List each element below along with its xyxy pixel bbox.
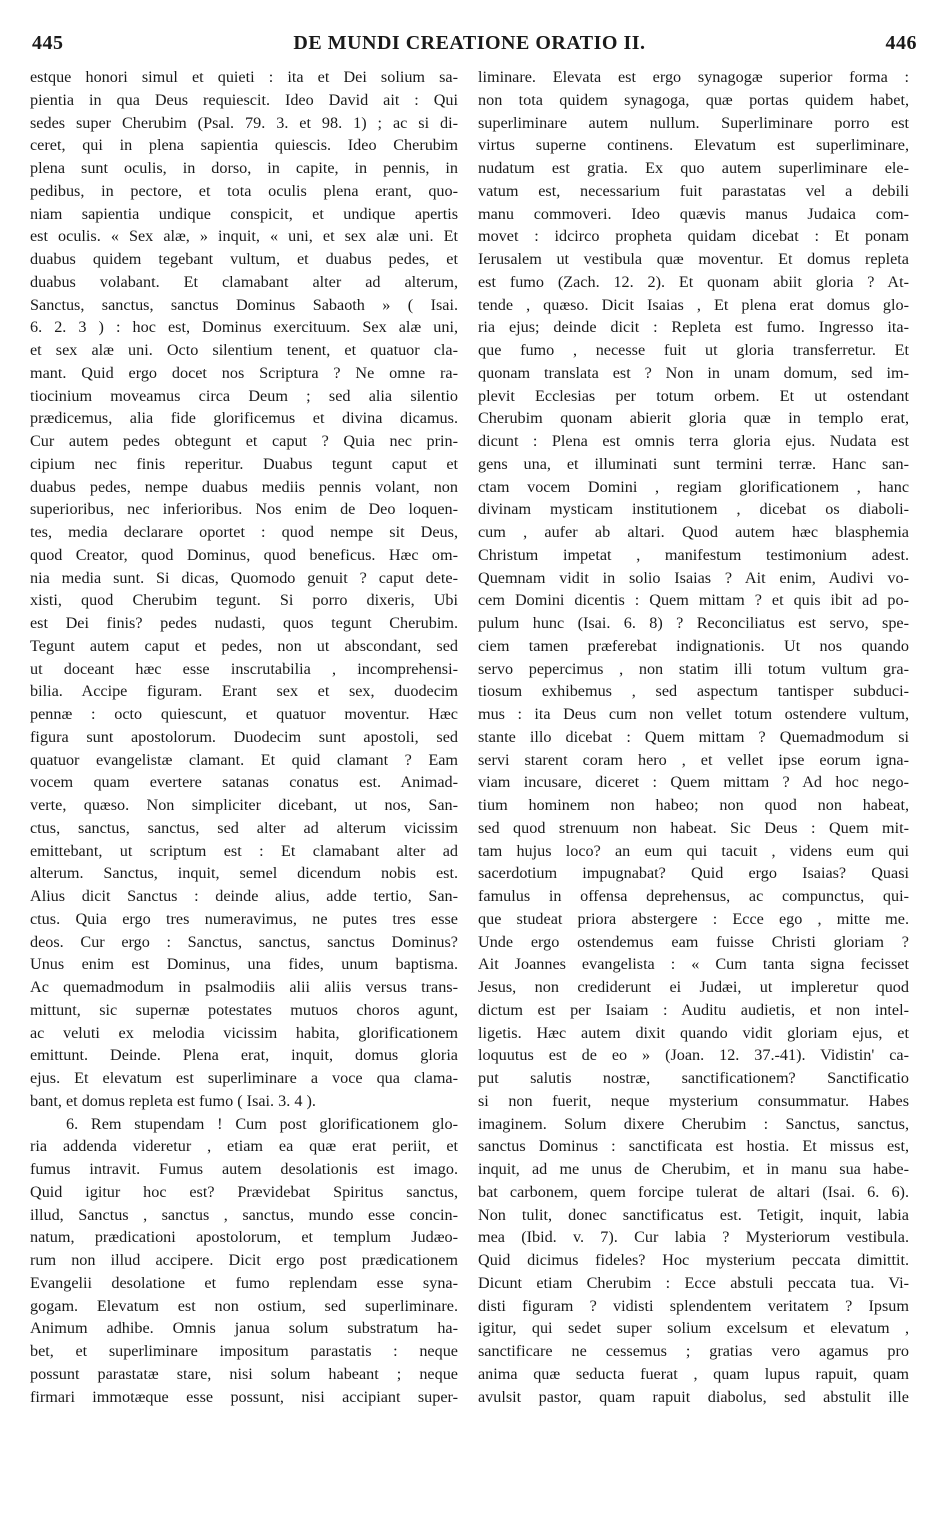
text-line: cum , aufer ab altari. Quod autem hæc blasphemia — [478, 523, 909, 541]
text-line: gens una, et illuminati sunt termini terræ. Hanc san- — [478, 454, 909, 473]
text-line: pennæ : octo quiescunt, et quatuor moventur. Hæc — [30, 705, 458, 723]
text-line: virtus superne continens. Elevatum est superliminare, — [478, 136, 909, 155]
text-line: Cur autem pedes obtegunt et caput ? Quia nec prin- — [30, 432, 458, 450]
text-line: que fumo , necesse fuit ut gloria transferretur. Et — [478, 341, 909, 359]
text-line: tiosum exhibemus , sed aspectum tantisper subduci- — [478, 682, 909, 701]
text-line: non tota quidem synagoga, quæ portas quidem habet, — [478, 90, 909, 109]
text-line: dictum est per Isaiam : Auditu audietis, et non intel- — [478, 1000, 909, 1019]
text-line: gogam. Elevatum est non ostium, sed superliminare. — [30, 1296, 458, 1315]
text-line: bat carbonem, quem forcipe tulerat de altari (Isai. 6. 6). — [478, 1182, 909, 1201]
text-line: plevit Ecclesias per totum orbem. Et ut ostendant — [478, 386, 909, 405]
text-line: firmari immotæque esse possunt, nisi accipiant super- — [30, 1387, 458, 1406]
text-line: viam incusare, diceret : Quem mittam ? Ad hoc nego- — [478, 773, 909, 792]
running-title: DE MUNDI CREATIONE ORATIO II. — [293, 32, 646, 54]
text-line: loquutus est de eo » (Joan. 12. 37.-41). Vidistin' ca- — [478, 1046, 909, 1065]
text-line: quatuor evangelistæ clamant. Et quid clamant ? Eam — [30, 750, 458, 769]
text-line: ria ejus; deinde dicit : Repleta est fumo. Ingresso ita- — [478, 318, 909, 337]
text-line: si non fuerit, neque mysterium consummatur. Habes — [478, 1091, 909, 1110]
text-line: avulsit pastor, quam rapuit diabolus, sed abstulit ille — [478, 1387, 909, 1406]
right-column — [478, 66, 909, 1408]
text-line: liminare. Elevata est ergo synagogæ superior forma : — [478, 68, 909, 86]
text-line: ctus, sanctus, sanctus, sed alter ad alterum vicissim — [30, 818, 458, 837]
text-line: Christum impetat , manifestum testimonium adest. — [478, 545, 909, 564]
text-line: ejus. Et elevatum est superliminare a voce qua clama- — [30, 1069, 458, 1087]
text-line: que studeat priora abstergere : Ecce ego , mitte me. — [478, 909, 909, 928]
text-line: dicunt : Plena est omnis terra gloria ejus. Nudata est — [478, 432, 909, 450]
text-line: tam hujus loco? an eum qui tacuit , videns eum qui — [478, 841, 909, 860]
text-line: alterum. Sanctus, inquit, semel dicendum nobis est. — [30, 864, 458, 883]
text-line: stante illo dicebat : Quem mittam ? Quemadmodum si — [478, 727, 909, 746]
text-line: mittunt, sic supernæ potestates mutuos choros agunt, — [30, 1000, 458, 1019]
text-line: bet, et superliminare impositum parastatis : neque — [30, 1342, 458, 1360]
text-line: mant. Quid ergo docet nos Scriptura ? Ne omne ra- — [30, 363, 458, 382]
page-number-right: 446 — [885, 32, 917, 54]
text-line: superliminare autem nullum. Superliminare porro est — [478, 113, 909, 132]
text-line: ctus. Quia ergo tres numeravimus, ne putes tres esse — [30, 909, 458, 928]
text-line: Quid igitur hoc est? Prævidebat Spiritus sanctus, — [30, 1182, 458, 1201]
text-line: Non tulit, donec sanctificatus est. Tetigit, inquit, labia — [478, 1205, 909, 1224]
text-line: nudatum est gratia. Ex quo autem superliminare ele- — [478, 159, 909, 177]
text-line: Quemnam vidit in solio Isaias ? Ait enim, Audivi vo- — [478, 568, 909, 587]
text-line: natum, prædicationi apostolorum, et templum Judæo- — [30, 1228, 458, 1247]
text-line: emittunt. Deinde. Plena erat, inquit, domus gloria — [30, 1046, 458, 1065]
text-line: verte, quæso. Non simpliciter dicebant, ut nos, San- — [30, 796, 458, 814]
text-line: bilia. Accipe figuram. Erant sex et sex, duodecim — [30, 682, 458, 701]
text-line: tes, media declarare oportet : quod nempe sit Deus, — [30, 523, 458, 541]
text-line: Alius dicit Sanctus : deinde alius, adde tertio, San- — [30, 887, 458, 905]
text-line: Jesus, non crediderunt ei Judæi, ut impleretur quod — [478, 978, 909, 996]
text-line: Quid dicimus fideles? Hoc mysterium peccata dimittit. — [478, 1251, 909, 1269]
text-line: sanctificare ne cessemus ; gratias vero agamus pro — [478, 1342, 909, 1360]
text-line: 6. Rem stupendam ! Cum post glorificationem glo- — [66, 1114, 458, 1133]
text-line: ut doceant hæc esse inscrutabilia , incomprehensi- — [30, 659, 458, 678]
text-line: emittebant, ut scriptum est : Et clamabant alter ad — [30, 841, 458, 860]
text-line: est oculis. « Sex alæ, » inquit, « uni, et sex alæ uni. Et — [30, 227, 458, 246]
text-line: sedes super Cherubim (Psal. 79. 3. et 98. 1) ; ac si di- — [30, 113, 458, 132]
text-line: Unus enim est Dominus, una fides, unum baptisma. — [30, 955, 458, 974]
text-line: rum non illud accipere. Dicit ergo post prædicationem — [30, 1251, 458, 1269]
text-line: deos. Cur ergo : Sanctus, sanctus, sanctus Dominus? — [30, 932, 458, 951]
text-line: niam sapientia undique conspicit, et undique apertis — [30, 204, 458, 223]
text-line: ac veluti ex melodia vicissim habita, glorificationem — [30, 1023, 458, 1042]
text-line: vocem quam evertere satanas conatus est. Animad- — [30, 773, 458, 792]
text-line: Ait Joannes evangelista : « Cum tanta signa fecisset — [478, 955, 909, 974]
text-line: sanctus Dominus : sanctificata est hostia. Et missus est, — [478, 1137, 909, 1156]
text-line: disti figuram ? vidisti splendentem veritatem ? Ipsum — [478, 1296, 909, 1315]
text-line: anima quæ seducta fuerat , quam lupus rapuit, quam — [478, 1364, 909, 1383]
text-line: tiocinium moveamus circa Deum ; sed alia silentio — [30, 386, 458, 405]
text-line: duabus pedes, nempe duabus mediis pennis volant, non — [30, 477, 458, 496]
text-line: Cherubim quonam abierit gloria quæ in templo erat, — [478, 409, 909, 428]
text-line: estque honori simul et quieti : ita et Dei solium sa- — [30, 68, 458, 86]
text-line: figura sunt apostolorum. Duodecim sunt apostoli, sed — [30, 727, 458, 746]
text-line: vatum est, necessarium fuit parastatas vel a debili — [478, 181, 909, 200]
text-line: est Dei finis? pedes nudasti, quos tegunt Cherubim. — [30, 614, 458, 632]
text-line: quonam translata est ? Non in unam domum, sed im- — [478, 363, 909, 382]
text-line: quod Creator, quod Dominus, quod beneficus. Hæc om- — [30, 545, 458, 564]
text-line: movet : idcirco propheta quidam dicebat : Et ponam — [478, 227, 909, 246]
text-line: Ac quemadmodum in psalmodiis alii aliis versus trans- — [30, 978, 458, 996]
text-line: bant, et domus repleta est fumo ( Isai. 3. 4 ). — [30, 1091, 316, 1110]
text-line: Tegunt autem caput et pedes, non ut abscondant, sed — [30, 636, 458, 655]
text-line: ligetis. Hæc autem dixit quando vidit gloriam ejus, et — [478, 1023, 909, 1042]
text-line: ctam vocem Domini , regiam glorificationem , hanc — [478, 477, 909, 496]
text-line: ria addenda videretur , etiam ea quæ erat periit, et — [30, 1137, 458, 1156]
text-line: sacerdotium impugnabat? Quid ergo Isaias? Quasi — [478, 864, 909, 883]
text-line: ciem tamen præferebat indignationis. Ut nos quando — [478, 636, 909, 655]
text-line: Animum adhibe. Omnis janua solum substratum ha- — [30, 1319, 458, 1338]
text-line: cem Domini dicentis : Quem mittam ? et quis ibit ad po- — [478, 591, 909, 610]
text-line: tium hominem non habeo; non quod non habeat, — [478, 796, 909, 814]
text-line: pientia in qua Deus requiescit. Ideo David ait : Qui — [30, 90, 458, 109]
text-line: tende , quæso. Dicit Isaias , Et plena erat domus glo- — [478, 295, 909, 314]
text-line: imaginem. Solum dixere Cherubim : Sanctus, sanctus, — [478, 1114, 909, 1133]
text-line: sed quod strenuum non habeat. Sic Deus : Quem mit- — [478, 818, 909, 837]
text-line: est fumo (Zach. 12. 2). Et quonam abiit gloria ? At- — [478, 272, 909, 291]
text-line: famulus in offensa deprehensus, ac compunctus, qui- — [478, 887, 909, 905]
text-line: mea (Ibid. v. 7). Cur labia ? Mysteriorum vestibula. — [478, 1228, 909, 1247]
text-line: superioribus, nec inferioribus. Nos enim de Deo loquen- — [30, 500, 458, 519]
text-line: servi starent coram hero , et vellet ipse eorum igna- — [478, 750, 909, 769]
text-line: 6. 2. 3 ) : hoc est, Dominus exercituum. Sex alæ uni, — [30, 318, 458, 337]
text-line: mus : ita Deus cum non vellet totum ostendere vultum, — [478, 705, 909, 723]
text-line: prædicemus, alia fide glorificemus et divina dicamus. — [30, 409, 458, 428]
text-line: fumus intravit. Fumus autem desolationis est imago. — [30, 1160, 458, 1178]
text-line: Evangelii desolatione et fumo replendam esse syna- — [30, 1273, 458, 1292]
text-line: divinam mysticam institutionem , dicebat os diaboli- — [478, 500, 909, 519]
text-line: duabus volabant. Et clamabant alter ad alterum, — [30, 272, 458, 291]
text-line: nia media sunt. Si dicas, Quomodo genuit ? caput dete- — [30, 568, 458, 587]
text-line: inquit, ad me unus de Cherubim, et in manu sua habe- — [478, 1160, 909, 1178]
text-line: ceret, qui in plena sapientia quiescis. Ideo Cherubim — [30, 136, 458, 155]
text-line: plena sunt oculis, in dorso, in capite, in pennis, in — [30, 159, 458, 177]
text-line: xisti, quod Cherubim tegunt. Si porro dixeris, Ubi — [30, 591, 458, 610]
text-line: possunt parastatæ stare, nisi solum habeant ; neque — [30, 1364, 458, 1383]
text-line: servo pepercimus , non statim illi totum vultum gra- — [478, 659, 909, 678]
text-line: Sanctus, sanctus, sanctus Dominus Sabaoth » ( Isai. — [30, 295, 458, 314]
text-line: Unde ergo ostendemus eam fuisse Christi gloriam ? — [478, 932, 909, 951]
text-line: Ierusalem ut vestibula quæ moventur. Et domus repleta — [478, 250, 909, 268]
text-line: manu commoveri. Ideo quævis manus Judaica com- — [478, 204, 909, 223]
text-line: cipium nec finis reperitur. Duabus tegunt caput et — [30, 454, 458, 473]
page-number-left: 445 — [32, 32, 64, 54]
text-line: illud, Sanctus , sanctus , sanctus, mundo esse concin- — [30, 1205, 458, 1224]
text-line: et sex alæ uni. Octo silentium tenent, et quatuor cla- — [30, 341, 458, 359]
text-line: duabus quidem tegebant vultum, et duabus pedes, et — [30, 250, 458, 268]
left-column — [30, 66, 458, 1408]
text-line: Dicunt etiam Cherubim : Ecce abstuli peccata tua. Vi- — [478, 1273, 909, 1292]
text-line: pulum hunc (Isai. 6. 8) ? Reconciliatus est servo, spe- — [478, 614, 909, 632]
text-line: igitur, qui sedet super solium excelsum et elevatum , — [478, 1319, 909, 1338]
text-line: put salutis nostræ, sanctificationem? Sanctificatio — [478, 1069, 909, 1087]
text-line: pedibus, in pectore, et tota oculis plena erant, quo- — [30, 181, 458, 200]
